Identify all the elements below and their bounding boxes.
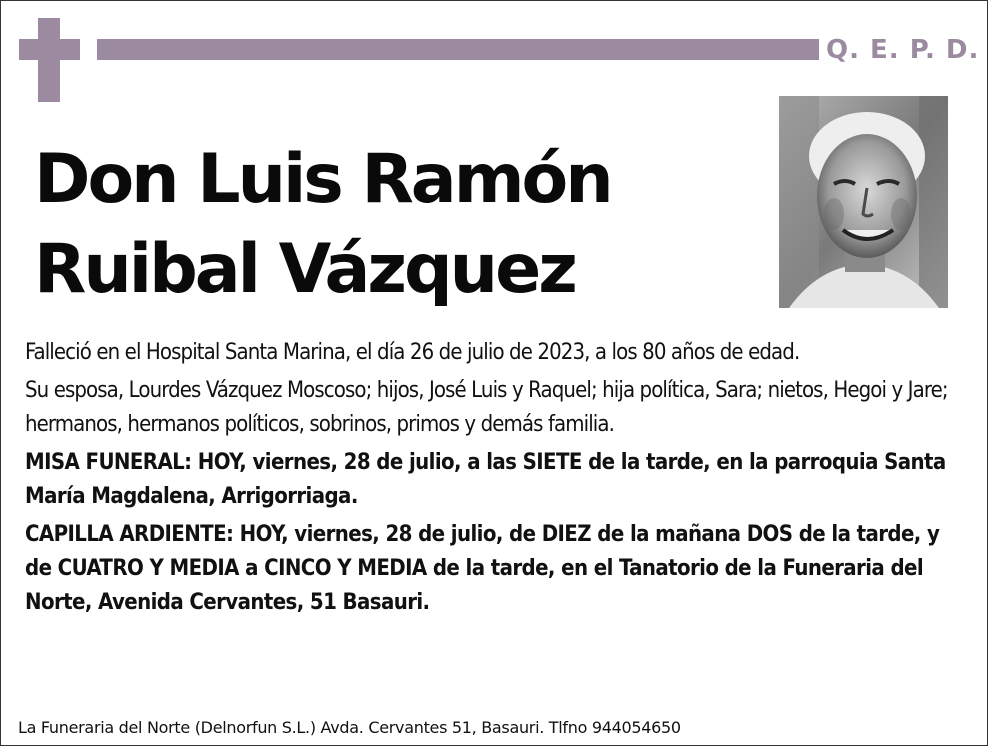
notice-body [25, 336, 970, 624]
cross-icon [38, 18, 60, 102]
name-line-1: Don Luis Ramón [34, 140, 611, 219]
family-paragraph: Su esposa, Lourdes Vázquez Moscoso; hijos, José Luis y Raquel; hija política, Sara; nietos, Hegoi y Jare; hermanos, hermanos políticos, sobrinos, primos y demás familia. [25, 378, 948, 437]
qepd-label: Q. E. P. D. [826, 35, 980, 65]
header-rule [97, 39, 819, 60]
chapel-paragraph: CAPILLA ARDIENTE: HOY, viernes, 28 de julio, de DIEZ de la mañana DOS de la tarde, y de CUATRO Y MEDIA a CINCO Y MEDIA de la tarde, en el Tanatorio de la Funeraria del Norte, Avenida Cervantes, 51 Basauri. [25, 522, 940, 615]
cross-icon-crossbar [19, 39, 80, 60]
funeral-mass-paragraph: MISA FUNERAL: HOY, viernes, 28 de julio, a las SIETE de la tarde, en la parroquia Santa María Magdalena, Arrigorriaga. [25, 450, 946, 509]
death-paragraph: Falleció en el Hospital Santa Marina, el día 26 de julio de 2023, a los 80 años de edad. [25, 340, 800, 365]
name-line-2: Ruibal Vázquez [34, 230, 575, 309]
deceased-name [34, 135, 754, 315]
funeral-home-footer: La Funeraria del Norte (Delnorfun S.L.) Avda. Cervantes 51, Basauri. Tlfno 944054650 [18, 718, 681, 737]
portrait-photo [779, 96, 948, 308]
